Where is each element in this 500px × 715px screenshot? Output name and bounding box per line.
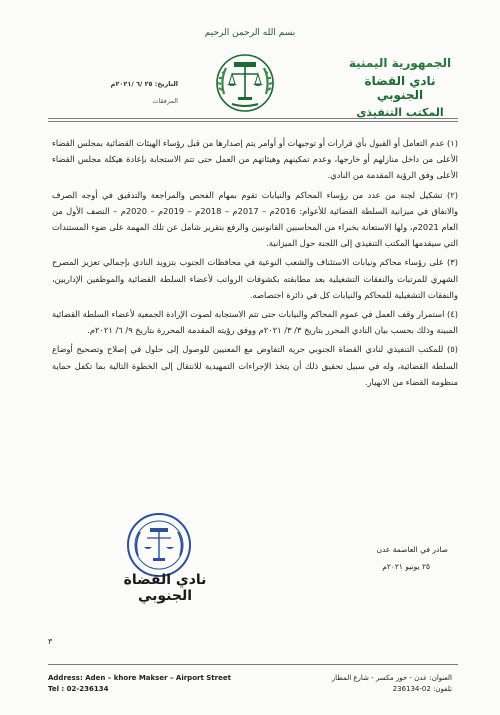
paragraph-5: (٥) للمكتب التنفيذي لنادي القضاة الجنوبي حرية التفاوض مع المعنيين للوصول إلى حلول في إصلاح وتصحيح أوضاع السلطة القضائية، وله في سبيل تحقيق ذلك أن يتخذ الإجراءات التمهيدية للانتقال إلى الخطوة التالية بما تكفل حماية منظومة القضاء من الانهيار. [52,344,458,387]
letter-meta [58,80,178,114]
page-number: ٣ [48,637,53,646]
issue-city: صادر في العاصمة عدن [376,545,448,554]
issue-date: ٢٥ يونيو ٢٠٢١م [382,562,430,571]
paragraph-3: (٣) على رؤساء محاكم ونيابات الاستئناف والشعب النوعية في محافظات الجنوب بتزويد النادي بإجمالي تعزيز المصرح الشهري للمرتبات والنفقات التشغيلية بعد مطابقته بكشوفات الرواتب لأعضاء السلطة القضائية والموظفين الإداريين، والنفقات التشغيلية للمحاكم والنيابات كل في دائرة اختصاصه. [52,257,458,300]
basmala: بسم الله الرحمن الرحيم [204,28,296,38]
footer-tel-ar: تلفون: 02-236134 [392,685,452,693]
attachments-label: المرفقات [152,97,178,105]
scales-of-justice-logo [212,50,278,116]
paragraph-4: (٤) استمرار وقف العمل في عموم المحاكم والنيابات حتى تتم الاستجابة لصوت الإرادة الجمعية لأعضاء السلطة القضائية المبينة وذلك بحسب بيان النادي المحرر بتاريخ ٣/ ٣/ ٢٠٢١م ووفق رؤيته المقدمة المحررة بتاريخ ٩/ ٦/ ٢٠٢١م. [52,309,458,336]
footer-arabic [332,674,452,696]
paragraph-1: (١) عدم التعامل أو القبول بأي قرارات أو توجيهات أو أوامر يتم إصدارها من قبل رؤساء الهيئات القضائية بمجلس القضاء الأعلى من داخل منازلهم أو خارجها، وعدم تمكينهم وهيئاتهم من العمل حتى تتم الاستجابة بإعادة هيكلة مجلس القضاء الأعلى وفق الرؤية المقدمة من النادي. [52,138,458,181]
footer-address-en: Address: Aden – khore Makser – Airport Street [48,674,231,682]
org-country: الجمهورية اليمنية [348,56,452,70]
footer-tel-en: Tel : 02-236134 [48,685,109,693]
organization-header [340,56,460,119]
footer-english [48,674,231,696]
org-office: المكتب التنفيذي [356,106,444,119]
paragraph-2: (٢) تشكيل لجنة من عدد من رؤساء المحاكم والنيابات تقوم بمهام الفحص والمراجعة والتدقيق في أوجه الصرف والانفاق في ميزانية السلطة القضائية للأعوام: 2016م – 2017م – 2018م – 2019م – 2020م – النصف الأول من العام 2021م، ولها الاستعانة بخبراء من المحاسبين القانونيين والرفع بتقرير شامل عن تلك المهمة على ضوء المستندات التي سيقدمها المكتب التنفيذي إلى اللجنة حول الميزانية. [52,189,459,249]
letter-date: التاريخ: ٢٥ /٦ /٢٠٢١م [110,80,178,88]
official-stamp-seal [124,510,194,580]
signature-club-name: نادي القضاة الجنوبي [123,572,207,604]
letter-body [52,135,458,393]
org-name: نادي القضاة الجنوبي [364,74,436,102]
footer-address-ar: العنوان: عدن - خور مكسر - شارع المطار [331,674,452,682]
footer-divider [48,664,458,665]
header-divider-thin [48,121,458,122]
header-divider [48,118,458,119]
